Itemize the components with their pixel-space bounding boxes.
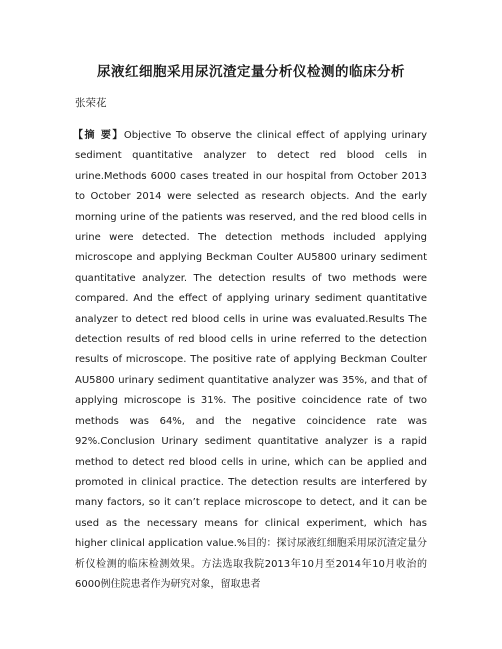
author-name: 张荣花 <box>75 97 107 109</box>
document-title: 尿液红细胞采用尿沉渣定量分析仪检测的临床分析 <box>97 64 405 80</box>
abstract-english-text: Objective To observe the clinical effect of applying urinary sediment quantitative analyzer to detect red blood cells in urine.Methods 6000 cases treated in our hospital from October 2013 to October 2014 were selected as research objects. And the early morning urine of the patients was reserved, and the red blood cells in urine were detected. The detection methods included applying microscope and applying Beckman Coulter AU5800 urinary sediment quantitative analyzer. The detection results of two methods were compared. And the effect of applying urinary sediment quantitative analyzer to detect red blood cells in urine was evaluated.Results The detection results of red blood cells in urine referred to the detection results of microscope. The positive rate of applying Beckman Coulter AU5800 urinary sediment quantitative analyzer was 35%, and that of applying microscope is 31%. The positive coincidence rate of two methods was 64%, and the negative coincidence rate was 92%.Conclusion Urinary sediment quantitative analyzer is a rapid method to detect red blood cells in urine, which can be applied and promoted in clinical practice. The detection results are interfered by many factors, so it can’t replace microscope to detect, and it can be used as the necessary means for clinical experiment, which has higher clinical application value.% <box>75 130 428 550</box>
abstract-label: 【摘 要】 <box>73 130 124 141</box>
abstract-paragraph <box>75 126 427 595</box>
abstract-chinese-text: 目的：探讨尿液红细胞采用尿沉渣定量分析仪检测的临床检测效果。方法选取我院2013年10月至2014年10月收治的6000例住院患者作为研究对象，留取患者 <box>75 538 427 590</box>
